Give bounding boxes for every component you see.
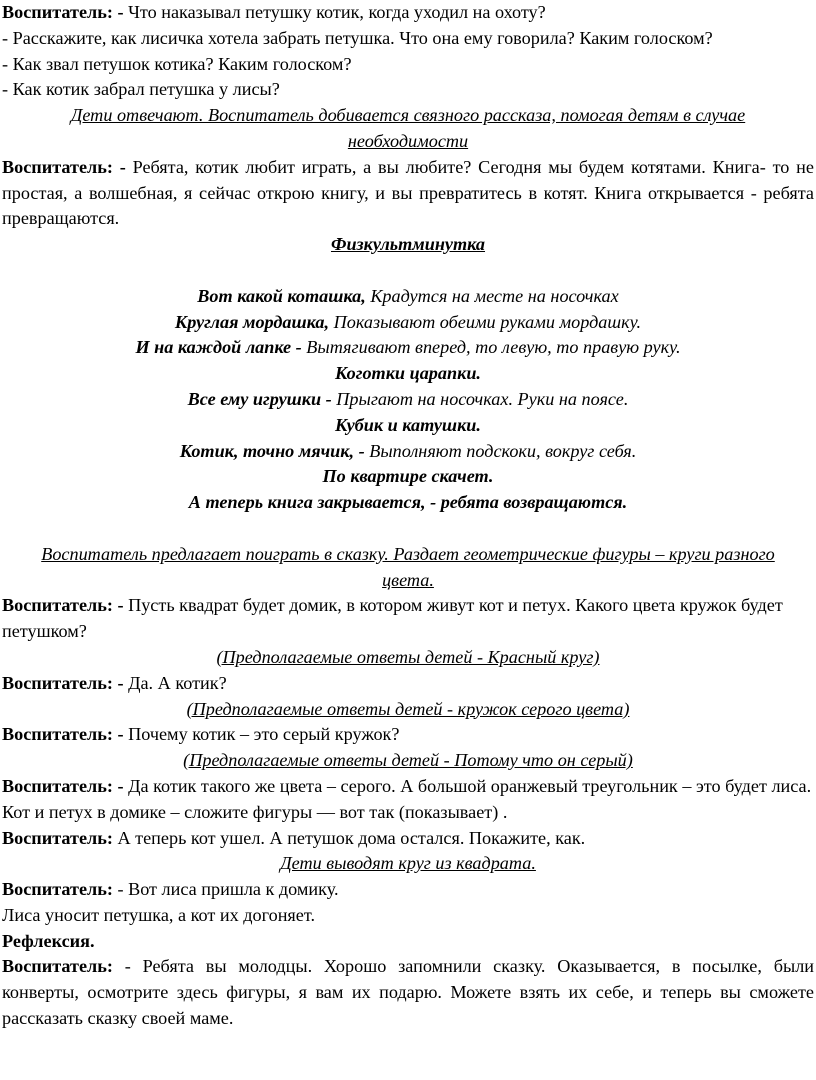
speaker-label: Воспитатель: -: [2, 2, 124, 22]
poem-line: Кубик и катушки.: [335, 414, 481, 435]
answer-5: Дети выводят круг из квадрата.: [280, 853, 536, 874]
answer-1: (Предполагаемые ответы детей - Красный круг): [216, 646, 600, 667]
poem-block: [2, 284, 814, 516]
question-3: - Как звал петушок котика? Каким голоском?: [2, 53, 352, 74]
fizkult-title: Физкультминутка: [330, 234, 486, 255]
dialog-4: Воспитатель: - Да котик такого же цвета – серого. А большой оранжевый треугольник – это будет лиса. Кот и петух в домике – сложите фигуры — вот так (показывает) .: [2, 775, 812, 822]
answer-3: (Предполагаемые ответы детей - Потому что он серый): [183, 750, 633, 771]
dialog-3: Воспитатель: - Почему котик – это серый кружок?: [2, 724, 400, 745]
spacer: [2, 258, 814, 284]
stage-note-2: Воспитатель предлагает поиграть в сказку. Раздает геометрические фигуры – круги разного цвета.: [41, 543, 775, 590]
dialog-2: Воспитатель: - Да. А котик?: [2, 672, 227, 693]
dialog-5: Воспитатель: А теперь кот ушел. А петушок дома остался. Покажите, как.: [2, 827, 586, 848]
poem-line: Вот какой коташка, Крадутся на месте на носочках: [197, 285, 619, 306]
spacer: [2, 516, 814, 542]
question-1: Воспитатель: - Что наказывал петушку котик, когда уходил на охоту?: [2, 2, 546, 22]
stage-note-1: Дети отвечают. Воспитатель добивается связного рассказа, помогая детям в случае необходимости: [70, 105, 746, 151]
poem-line: Все ему игрушки - Прыгают на носочках. Руки на поясе.: [187, 388, 629, 409]
dialog-6-continued: Лиса уносит петушка, а кот их догоняет.: [2, 904, 315, 925]
dialog-6: Воспитатель: - Вот лиса пришла к домику.: [2, 879, 339, 900]
kittens-paragraph: Воспитатель: - Ребята, котик любит играть, а вы любите? Сегодня мы будем котятами. Книга- то не простая, а волшебная, я сейчас открою книгу, и вы превратитесь в котят. Книга открывается - ребята превращаются.: [2, 156, 814, 229]
poem-line: Котик, точно мячик, - Выполняют подскоки, вокруг себя.: [179, 440, 637, 461]
poem-line: По квартире скачет.: [322, 466, 494, 487]
dialog-7: Воспитатель: - Ребята вы молодцы. Хорошо запомнили сказку. Оказывается, в посылке, были конверты, осмотрите здесь фигуры, я вам их подарю. Можете взять их себе, и теперь вы сможете рассказать сказку своей маме.: [2, 956, 815, 1029]
answer-2: (Предполагаемые ответы детей - кружок серого цвета): [186, 698, 630, 719]
poem-line: Коготки царапки.: [335, 363, 481, 384]
question-2: - Расскажите, как лисичка хотела забрать петушка. Что она ему говорила? Каким голоском?: [2, 27, 713, 48]
poem-line: Круглая мордашка, Показывают обеими руками мордашку.: [174, 311, 642, 332]
reflection-heading: Рефлексия.: [2, 930, 95, 951]
poem-line: И на каждой лапке - Вытягивают вперед, то левую, то правую руку.: [135, 337, 681, 358]
dialog-1: Воспитатель: - Пусть квадрат будет домик, в котором живут кот и петух. Какого цвета кружок будет петушком?: [2, 595, 783, 642]
question-4: - Как котик забрал петушка у лисы?: [2, 79, 280, 100]
poem-line: А теперь книга закрывается, - ребята возвращаются.: [188, 492, 628, 513]
